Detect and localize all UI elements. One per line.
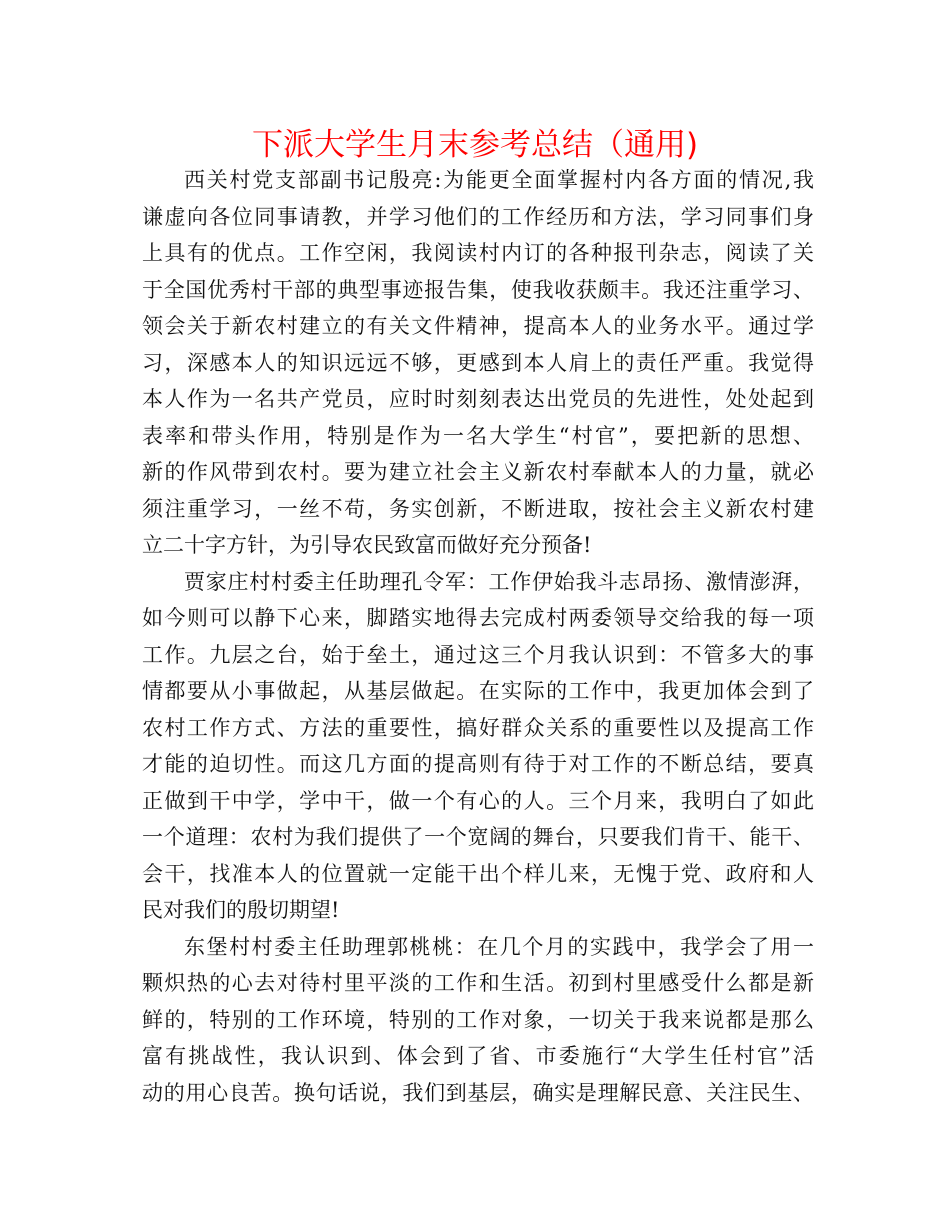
text-line: 会干，找准本人的位置就一定能干出个样儿来，无愧于党、政府和人 <box>142 861 814 886</box>
text-line-paragraph-1-end: 立二十字方针，为引导农民致富而做好充分预备! <box>142 533 592 557</box>
text-line: 于全国优秀村干部的典型事迹报告集，使我收获颇丰。我还注重学习、 <box>142 277 814 302</box>
text-line: 上具有的优点。工作空闲，我阅读村内订的各种报刊杂志，阅读了关 <box>142 241 814 265</box>
text-line-paragraph-2-end: 民对我们的殷切期望! <box>142 898 340 922</box>
text-line: 须注重学习，一丝不苟，务实创新，不断进取，按社会主义新农村建 <box>142 496 814 521</box>
text-line: 工作。九层之台，始于垒土，通过这三个月我认识到：不管多大的事 <box>142 642 814 667</box>
text-line: 动的用心良苦。换句话说，我们到基层，确实是理解民意、关注民生、 <box>142 1080 814 1105</box>
document-body <box>142 162 814 1111</box>
text-line: 谦虚向各位同事请教，并学习他们的工作经历和方法，学习同事们身 <box>142 204 814 229</box>
text-line: 情都要从小事做起，从基层做起。在实际的工作中，我更加体会到了 <box>142 679 814 703</box>
document-title: 下派大学生月末参考总结（通用) <box>251 127 699 163</box>
text-line: 领会关于新农村建立的有关文件精神，提高本人的业务水平。通过学 <box>142 314 814 338</box>
text-line: 新的作风带到农村。要为建立社会主义新农村奉献本人的力量，就必 <box>142 460 814 484</box>
text-line: 才能的迫切性。而这几方面的提高则有待于对工作的不断总结，要真 <box>142 752 814 776</box>
text-line: 表率和带头作用，特别是作为一名大学生“村官”，要把新的思想、 <box>142 423 814 448</box>
text-line-paragraph-3-start: 东堡村村委主任助理郭桃桃：在几个月的实践中，我学会了用一 <box>184 934 814 959</box>
text-line: 鲜的，特别的工作环境，特别的工作对象，一切关于我来说都是那么 <box>142 1007 814 1032</box>
text-line: 颗炽热的心去对待村里平淡的工作和生活。初到村里感受什么都是新 <box>142 971 814 995</box>
text-line: 如今则可以静下心来，脚踏实地得去完成村两委领导交给我的每一项 <box>142 606 814 630</box>
text-line: 习，深感本人的知识远远不够，更感到本人肩上的责任严重。我觉得 <box>142 350 814 375</box>
text-line: 农村工作方式、方法的重要性，搞好群众关系的重要性以及提高工作 <box>142 715 814 740</box>
text-line-paragraph-1-start: 西关村党支部副书记殷亮:为能更全面掌握村内各方面的情况,我 <box>184 168 814 192</box>
text-line: 一个道理：农村为我们提供了一个宽阔的舞台，只要我们肯干、能干、 <box>142 825 814 849</box>
text-line: 正做到干中学，学中干，做一个有心的人。三个月来，我明白了如此 <box>142 788 814 813</box>
text-line: 本人作为一名共产党员，应时时刻刻表达出党员的先进性，处处起到 <box>142 387 814 411</box>
text-line-paragraph-2-start: 贾家庄村村委主任助理孔令军：工作伊始我斗志昂扬、激情澎湃， <box>184 569 814 594</box>
text-line: 富有挑战性，我认识到、体会到了省、市委施行“大学生任村官”活 <box>142 1044 814 1068</box>
